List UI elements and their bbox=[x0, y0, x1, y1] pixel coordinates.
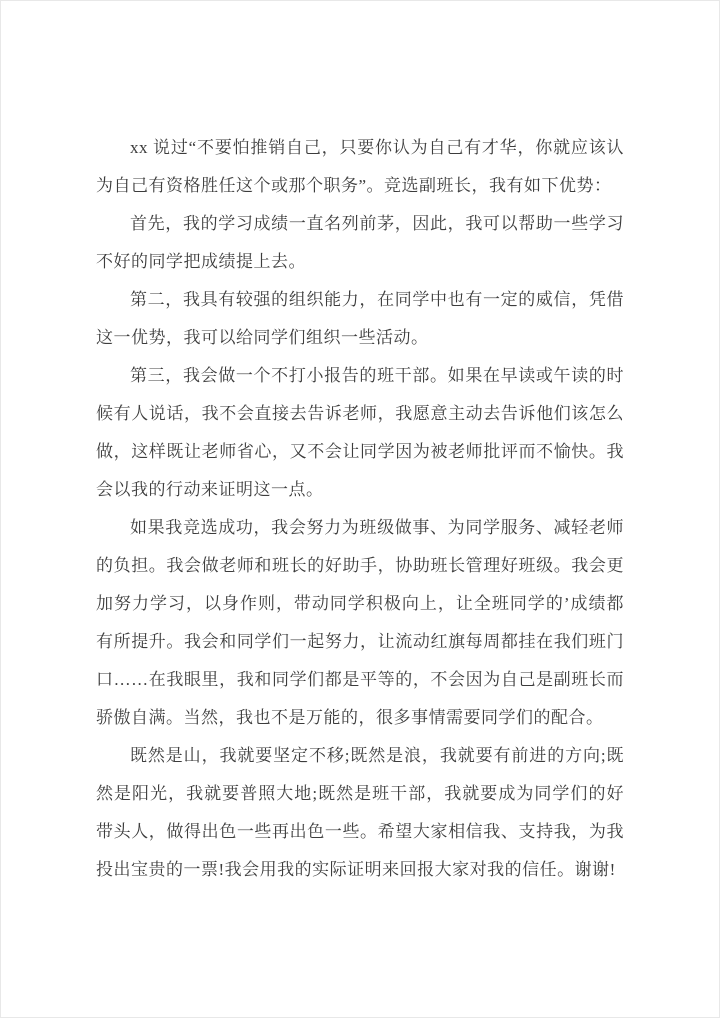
paragraph: 第二，我具有较强的组织能力，在同学中也有一定的威信，凭借这一优势，我可以给同学们组织一些活动。 bbox=[96, 290, 624, 347]
paragraph: 既然是山，我就要坚定不移;既然是浪，我就要有前进的方向;既然是阳光，我就要普照大地;既然是班干部，我就要成为同学们的好带头人，做得出色一些再出色一些。希望大家相信我、支持我，为我投出宝贵的一票!我会用我的实际证明来回报大家对我的信任。谢谢! bbox=[96, 746, 624, 879]
paragraph: xx 说过“不要怕推销自己，只要你认为自己有才华，你就应该认为自己有资格胜任这个或那个职务”。竞选副班长，我有如下优势： bbox=[96, 138, 624, 195]
document-body bbox=[96, 129, 624, 889]
paragraph: 如果我竞选成功，我会努力为班级做事、为同学服务、减轻老师的负担。我会做老师和班长的好助手，协助班长管理好班级。我会更加努力学习，以身作则，带动同学积极向上，让全班同学的’成绩都有所提升。我会和同学们一起努力，让流动红旗每周都挂在我们班门口……在我眼里，我和同学们都是平等的，不会因为自己是副班长而骄傲自满。当然，我也不是万能的，很多事情需要同学们的配合。 bbox=[96, 518, 624, 727]
paragraph: 首先，我的学习成绩一直名列前茅，因此，我可以帮助一些学习不好的同学把成绩提上去。 bbox=[96, 214, 624, 271]
paragraph: 第三，我会做一个不打小报告的班干部。如果在早读或午读的时候有人说话，我不会直接去告诉老师，我愿意主动去告诉他们该怎么做，这样既让老师省心，又不会让同学因为被老师批评而不愉快。我会以我的行动来证明这一点。 bbox=[96, 366, 624, 499]
